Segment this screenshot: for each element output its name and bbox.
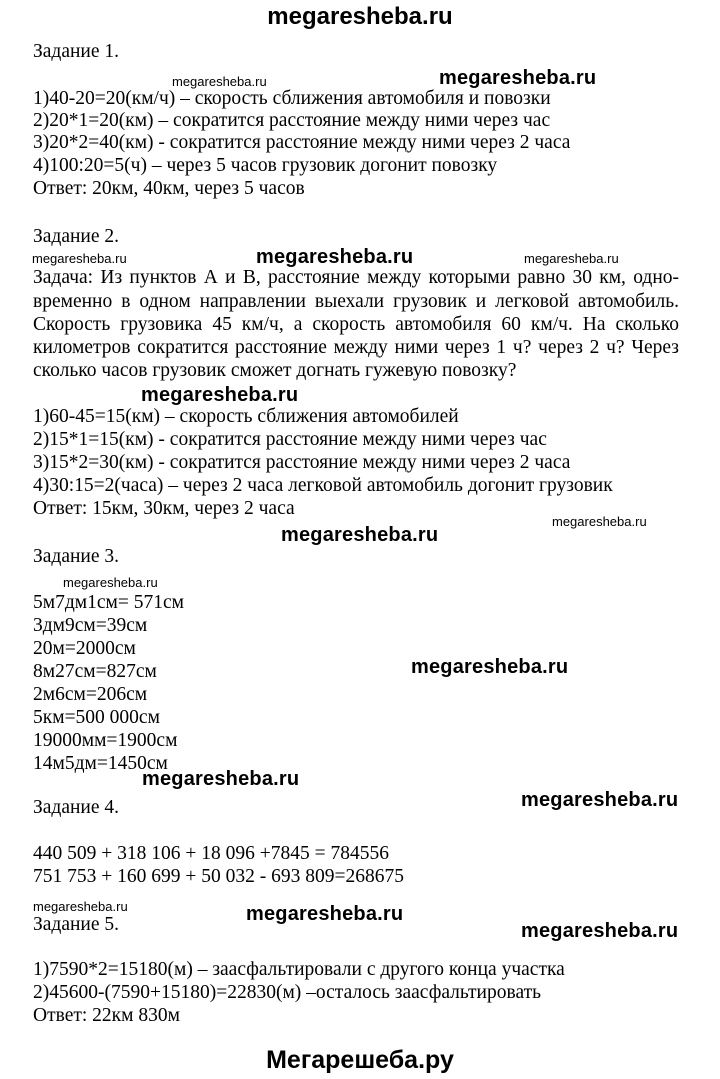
task1-line-1: 1)40-20=20(км/ч) – скорость сближения автомобиля и повозки xyxy=(33,88,551,109)
task5-line-1: 1)7590*2=15180(м) – заасфальтировали с другого конца участка xyxy=(33,959,565,980)
task2-line-3: 3)15*2=30(км) - сократится расстояние между ними через 2 часа xyxy=(33,452,571,473)
watermark-small: megaresheba.ru xyxy=(552,514,647,529)
task2-problem-line-5: сколько часов грузовик сможет догнать гужевую повозку? xyxy=(33,360,517,381)
task3-title: Задание 3. xyxy=(33,546,120,567)
task2-problem-line-2: временно в одном направлении выехали грузовик и легковой автомобиль. xyxy=(33,291,679,312)
task3-line-3: 20м=2000см xyxy=(33,638,136,659)
task1-line-2: 2)20*1=20(км) – сократится расстояние между ними через час xyxy=(33,110,551,131)
watermark-big: megaresheba.ru xyxy=(521,789,679,811)
site-header: megaresheba.ru xyxy=(267,3,453,30)
task1-line-4: 4)100:20=5(ч) – через 5 часов грузовик догонит повозку xyxy=(33,155,498,176)
task2-problem-line-4: километров сократится расстояние между ними через 1 ч? через 2 ч? Через xyxy=(33,337,679,358)
task3-line-6: 5км=500 000см xyxy=(33,707,160,728)
task5-title: Задание 5. xyxy=(33,914,120,935)
watermark-big: megaresheba.ru xyxy=(411,656,569,678)
task3-line-2: 3дм9см=39см xyxy=(33,615,148,636)
task4-line-1: 440 509 + 318 106 + 18 096 +7845 = 784556 xyxy=(33,843,389,864)
watermark-small: megaresheba.ru xyxy=(32,251,127,266)
task2-problem-line-1: Задача: Из пунктов А и В, расстояние между которыми равно 30 км, одно- xyxy=(33,267,679,288)
watermark-small: megaresheba.ru xyxy=(33,899,128,914)
task2-line-2: 2)15*1=15(км) - сократится расстояние между ними через час xyxy=(33,429,547,450)
task3-line-8: 14м5дм=1450см xyxy=(33,753,168,774)
task3-line-1: 5м7дм1см= 571см xyxy=(33,592,184,613)
watermark-small: megaresheba.ru xyxy=(172,74,267,89)
task3-line-7: 19000мм=1900см xyxy=(33,730,178,751)
watermark-big: megaresheba.ru xyxy=(141,384,299,406)
task3-line-5: 2м6см=206см xyxy=(33,684,148,705)
task2-answer: Ответ: 15км, 30км, через 2 часа xyxy=(33,498,295,519)
task2-line-1: 1)60-45=15(км) – скорость сближения автомобилей xyxy=(33,406,459,427)
task4-title: Задание 4. xyxy=(33,797,120,818)
task4-line-2: 751 753 + 160 699 + 50 032 - 693 809=268675 xyxy=(33,866,404,887)
task1-line-3: 3)20*2=40(км) - сократится расстояние между ними через 2 часа xyxy=(33,132,571,153)
task2-line-4: 4)30:15=2(часа) – через 2 часа легковой автомобиль догонит грузовик xyxy=(33,475,613,496)
watermark-big: megaresheba.ru xyxy=(439,67,597,89)
watermark-big: megaresheba.ru xyxy=(142,768,300,790)
watermark-big: megaresheba.ru xyxy=(281,524,439,546)
task3-line-4: 8м27см=827см xyxy=(33,661,157,682)
task5-line-2: 2)45600-(7590+15180)=22830(м) –осталось заасфальтировать xyxy=(33,982,542,1003)
watermark-small: megaresheba.ru xyxy=(63,575,158,590)
watermark-big: megaresheba.ru xyxy=(521,920,679,942)
watermark-small: megaresheba.ru xyxy=(524,251,619,266)
task1-title: Задание 1. xyxy=(33,41,120,62)
watermark-big: megaresheba.ru xyxy=(256,246,414,268)
task2-title: Задание 2. xyxy=(33,226,120,247)
task2-problem-line-3: Скорость грузовика 45 км/ч, а скорость автомобиля 60 км/ч. На сколько xyxy=(33,314,679,335)
site-footer: Мегарешеба.ру xyxy=(266,1046,454,1074)
task5-answer: Ответ: 22км 830м xyxy=(33,1005,180,1026)
task1-answer: Ответ: 20км, 40км, через 5 часов xyxy=(33,178,305,199)
watermark-big: megaresheba.ru xyxy=(246,903,404,925)
